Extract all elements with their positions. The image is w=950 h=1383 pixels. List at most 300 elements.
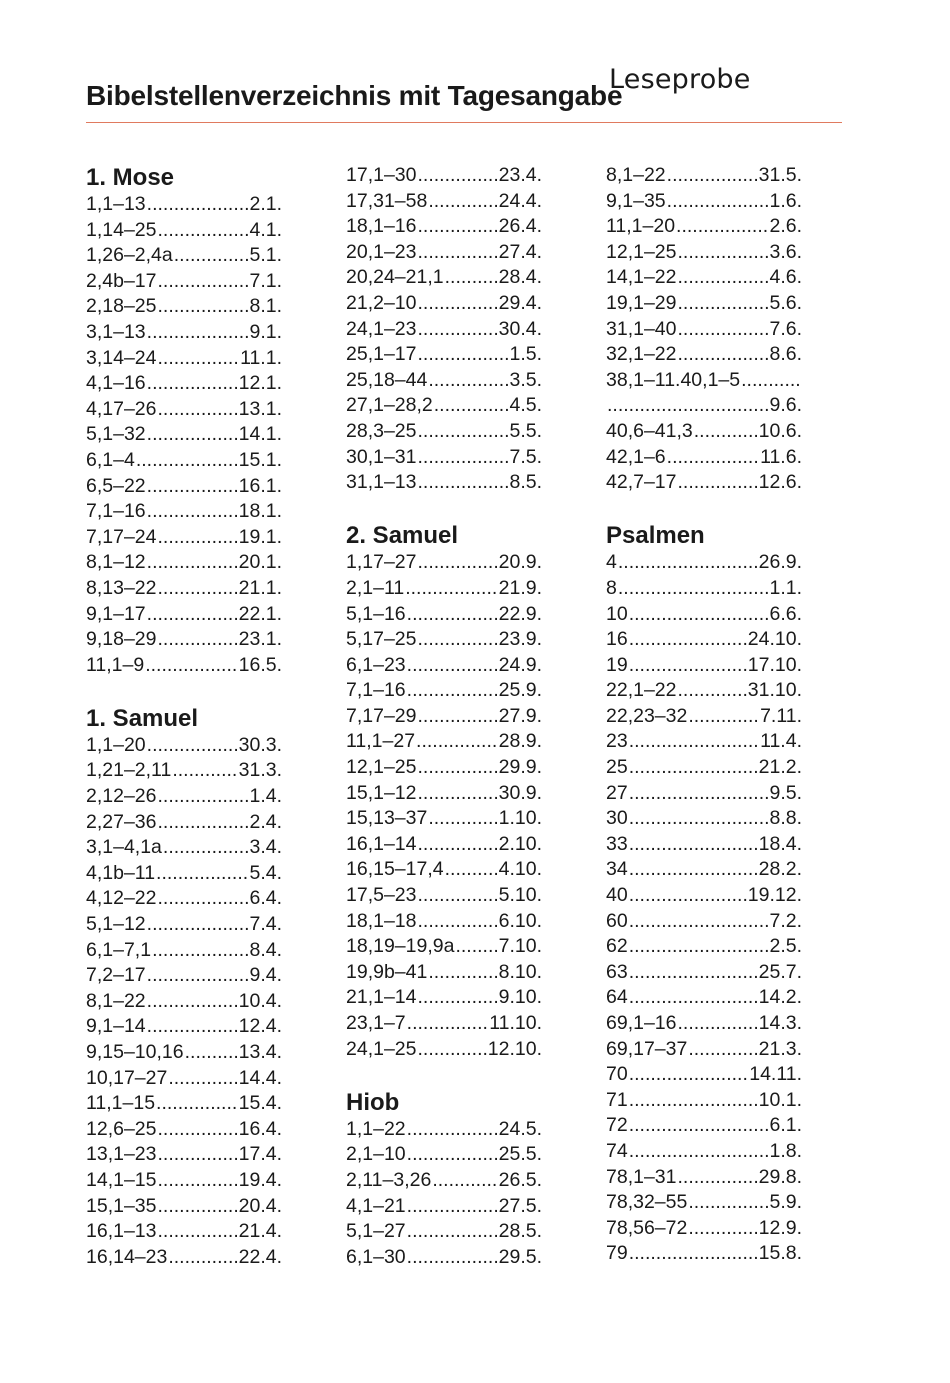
dot-leader bbox=[629, 909, 769, 935]
index-entry bbox=[86, 1194, 282, 1220]
reading-date: 13.4. bbox=[238, 1041, 282, 1063]
index-entry bbox=[606, 342, 802, 368]
dot-leader bbox=[434, 393, 509, 419]
bible-reference: 40,6–41,3 bbox=[606, 419, 693, 442]
index-entry bbox=[86, 1142, 282, 1168]
dot-leader bbox=[158, 218, 249, 244]
index-entry bbox=[606, 1088, 802, 1114]
dot-leader bbox=[688, 704, 759, 730]
index-entry bbox=[86, 1091, 282, 1117]
dot-leader bbox=[156, 1091, 238, 1117]
dot-leader bbox=[147, 474, 238, 500]
reading-date: 9.1. bbox=[249, 320, 282, 343]
bible-reference: 79 bbox=[606, 1242, 628, 1265]
reading-date: 24.5. bbox=[498, 1117, 542, 1140]
watermark-text: Leseprobe bbox=[609, 64, 751, 95]
reading-date: 3.6. bbox=[769, 240, 802, 263]
index-entry bbox=[606, 317, 802, 343]
reading-date: 17.10. bbox=[747, 653, 802, 676]
reading-date: 8.5. bbox=[509, 471, 542, 494]
dot-leader bbox=[678, 291, 769, 317]
bible-reference: 74 bbox=[606, 1139, 628, 1162]
index-entry bbox=[606, 755, 802, 781]
index-entry bbox=[346, 602, 542, 628]
reading-date: 7.1. bbox=[249, 269, 282, 292]
bible-reference: 22,1–22 bbox=[606, 679, 677, 702]
index-entry bbox=[346, 342, 542, 368]
reading-date: 21.3. bbox=[758, 1037, 802, 1060]
index-entry bbox=[346, 163, 542, 189]
index-entry bbox=[86, 550, 282, 576]
reading-date: 11.4. bbox=[760, 730, 802, 753]
index-entry bbox=[346, 1011, 542, 1037]
reading-date: 3.4. bbox=[249, 836, 282, 859]
bible-reference: 20,24–21,1 bbox=[346, 266, 444, 289]
book-title: Hiob bbox=[346, 1088, 400, 1116]
reading-date: 12.4. bbox=[238, 1015, 282, 1038]
index-entry bbox=[86, 397, 282, 423]
bible-reference: 1,1–22 bbox=[346, 1117, 406, 1140]
bible-reference: 2,1–10 bbox=[346, 1143, 406, 1166]
bible-reference: 4,1b–11 bbox=[86, 861, 156, 884]
reading-date: 29.8. bbox=[758, 1165, 802, 1188]
index-entry bbox=[346, 189, 542, 215]
index-entry bbox=[86, 602, 282, 628]
index-entry bbox=[346, 960, 542, 986]
dot-leader bbox=[629, 755, 758, 781]
dot-leader bbox=[158, 1194, 238, 1220]
reading-date: 1.1. bbox=[769, 576, 802, 599]
reading-date: 21.4. bbox=[238, 1220, 282, 1243]
bible-reference: 8,1–22 bbox=[86, 989, 146, 1012]
dot-leader bbox=[667, 445, 759, 471]
bible-reference: 5,1–27 bbox=[346, 1220, 406, 1243]
index-entry bbox=[86, 1117, 282, 1143]
dot-leader bbox=[147, 912, 249, 938]
dot-leader bbox=[418, 240, 498, 266]
index-entry bbox=[346, 729, 542, 755]
dot-leader bbox=[407, 1245, 498, 1271]
reading-date: 14.11. bbox=[749, 1063, 802, 1086]
dot-leader bbox=[407, 1194, 498, 1220]
index-entry bbox=[606, 368, 802, 394]
reading-date: 11.6. bbox=[760, 445, 802, 468]
reading-date: 6.1. bbox=[769, 1114, 802, 1137]
dot-leader bbox=[455, 934, 497, 960]
index-entry bbox=[606, 576, 802, 602]
index-entry bbox=[606, 1113, 802, 1139]
bible-reference: 1,26–2,4a bbox=[86, 244, 173, 267]
dot-leader bbox=[158, 810, 249, 836]
index-entry bbox=[86, 1040, 282, 1066]
dot-leader bbox=[618, 550, 758, 576]
index-entry bbox=[86, 346, 282, 372]
index-entry bbox=[86, 243, 282, 269]
dot-leader bbox=[418, 832, 498, 858]
dot-leader bbox=[678, 317, 769, 343]
bible-reference: 64 bbox=[606, 986, 628, 1009]
dot-leader bbox=[174, 243, 249, 269]
dot-leader bbox=[418, 445, 509, 471]
bible-reference: 7,1–16 bbox=[86, 500, 146, 523]
index-entry bbox=[86, 448, 282, 474]
reading-date: 7.4. bbox=[249, 913, 282, 936]
index-entry bbox=[606, 781, 802, 807]
bible-reference: 4,1–21 bbox=[346, 1194, 406, 1217]
reading-date: 16.4. bbox=[238, 1117, 282, 1140]
bible-reference: 2,4b–17 bbox=[86, 269, 157, 292]
index-entry bbox=[346, 576, 542, 602]
reading-date: 5.9. bbox=[769, 1191, 802, 1214]
index-entry bbox=[86, 963, 282, 989]
reading-date: 8.10. bbox=[498, 960, 542, 983]
reading-date: 12.6. bbox=[758, 471, 802, 494]
book-title: 1. Mose bbox=[86, 164, 175, 191]
index-entry bbox=[86, 653, 282, 679]
reading-date: 4.6. bbox=[769, 266, 802, 289]
index-entry bbox=[606, 1011, 802, 1037]
reading-date: 25.5. bbox=[498, 1143, 542, 1166]
bible-reference: 1,21–2,11 bbox=[86, 759, 172, 782]
reading-date: 6.10. bbox=[498, 909, 542, 932]
index-entry bbox=[606, 1216, 802, 1242]
bible-reference: 25,18–44 bbox=[346, 368, 428, 391]
index-column-2 bbox=[346, 163, 542, 1296]
dot-leader bbox=[629, 1113, 769, 1139]
index-entry bbox=[346, 1142, 542, 1168]
bible-reference: 4,12–22 bbox=[86, 887, 157, 910]
bible-reference: 2,12–26 bbox=[86, 785, 157, 808]
bible-reference: 16,14–23 bbox=[86, 1245, 168, 1268]
bible-reference: 11,1–9 bbox=[86, 653, 145, 676]
bible-reference: 21,1–14 bbox=[346, 986, 417, 1009]
reading-date: 4.1. bbox=[249, 218, 282, 241]
reading-date: 24.4. bbox=[498, 189, 542, 212]
dot-leader bbox=[407, 678, 498, 704]
reading-date: 7.2. bbox=[769, 909, 802, 932]
dot-leader bbox=[407, 1117, 498, 1143]
bible-reference: 9,1–14 bbox=[86, 1015, 146, 1038]
page-title: Bibelstellenverzeichnis mit Tagesangabe bbox=[86, 80, 623, 111]
bible-reference: 7,17–24 bbox=[86, 525, 157, 548]
reading-date: 31.10. bbox=[747, 679, 802, 702]
index-entry bbox=[606, 832, 802, 858]
bible-reference: 17,1–30 bbox=[346, 164, 417, 186]
reading-date: 5.1. bbox=[249, 244, 282, 267]
dot-leader bbox=[629, 934, 769, 960]
bible-reference: 1,1–20 bbox=[86, 733, 146, 756]
bible-reference: 10,17–27 bbox=[86, 1066, 168, 1089]
index-entry bbox=[86, 1219, 282, 1245]
bible-reference: 1,17–27 bbox=[346, 551, 417, 574]
index-entry bbox=[606, 291, 802, 317]
index-entry bbox=[86, 320, 282, 346]
dot-leader bbox=[147, 1014, 238, 1040]
reading-date: 2.10. bbox=[498, 832, 542, 855]
bible-reference: 6,1–7,1 bbox=[86, 938, 152, 961]
dot-leader bbox=[418, 317, 498, 343]
index-entry bbox=[606, 1062, 802, 1088]
bible-reference: 21,2–10 bbox=[346, 291, 417, 314]
reading-date: 5.6. bbox=[769, 291, 802, 314]
bible-reference: 24,1–23 bbox=[346, 317, 417, 340]
dot-leader bbox=[678, 1011, 758, 1037]
dot-leader bbox=[667, 189, 769, 215]
dot-leader bbox=[156, 861, 248, 887]
dot-leader bbox=[147, 422, 238, 448]
bible-reference: 18,1–18 bbox=[346, 909, 417, 932]
book-section bbox=[346, 163, 542, 496]
dot-leader bbox=[418, 470, 509, 496]
index-entry bbox=[346, 240, 542, 266]
bible-reference: 19,1–29 bbox=[606, 291, 677, 314]
dot-leader bbox=[147, 499, 238, 525]
bible-reference: 9,15–10,16 bbox=[86, 1041, 184, 1063]
reading-date: 23.9. bbox=[498, 628, 542, 651]
bible-reference: 27 bbox=[606, 781, 628, 804]
dot-leader bbox=[418, 419, 509, 445]
index-entry bbox=[346, 317, 542, 343]
index-entry bbox=[346, 1245, 542, 1271]
reading-date: 29.5. bbox=[498, 1245, 542, 1268]
bible-reference: 23 bbox=[606, 730, 628, 753]
reading-date: 10.1. bbox=[758, 1088, 802, 1111]
bible-reference: 8,1–22 bbox=[606, 164, 666, 186]
reading-date: 14.4. bbox=[238, 1066, 282, 1089]
index-entry bbox=[606, 909, 802, 935]
bible-reference: 2,1–11 bbox=[346, 576, 405, 599]
reading-date: 2.1. bbox=[249, 193, 282, 215]
index-entry bbox=[346, 909, 542, 935]
bible-reference: 6,5–22 bbox=[86, 474, 146, 497]
bible-reference: 19 bbox=[606, 653, 628, 676]
reading-date: 8.1. bbox=[249, 295, 282, 318]
index-entry bbox=[346, 781, 542, 807]
dot-leader bbox=[629, 1062, 749, 1088]
dot-leader bbox=[158, 1219, 238, 1245]
reading-date: 27.5. bbox=[498, 1194, 542, 1217]
reading-date: 7.10. bbox=[498, 935, 542, 958]
bible-reference: 16,15–17,4 bbox=[346, 858, 444, 881]
bible-reference: 8,13–22 bbox=[86, 576, 157, 599]
dot-leader bbox=[418, 291, 498, 317]
bible-reference: 12,6–25 bbox=[86, 1117, 157, 1140]
index-entry bbox=[86, 192, 282, 218]
index-entry bbox=[86, 989, 282, 1015]
index-entry bbox=[86, 1014, 282, 1040]
reading-date: 24.10. bbox=[747, 628, 802, 651]
reading-date: 19.1. bbox=[238, 525, 282, 548]
bible-reference: 72 bbox=[606, 1114, 628, 1137]
reading-date: 24.9. bbox=[498, 653, 542, 676]
dot-leader bbox=[418, 755, 498, 781]
book-title: Psalmen bbox=[606, 522, 705, 550]
bible-reference: 10 bbox=[606, 602, 628, 625]
reading-date: 12.1. bbox=[238, 372, 282, 395]
reading-date: 5.5. bbox=[509, 419, 542, 442]
reading-date: 12.10. bbox=[487, 1037, 542, 1060]
reading-date: 20.9. bbox=[498, 551, 542, 574]
book-section bbox=[346, 1088, 542, 1271]
reading-date: 16.5. bbox=[238, 653, 282, 676]
reading-date: 15.8. bbox=[758, 1242, 802, 1265]
bible-reference: 9,18–29 bbox=[86, 628, 157, 651]
index-entry bbox=[606, 1037, 802, 1063]
reading-date: 1.4. bbox=[249, 785, 282, 808]
dot-leader bbox=[678, 1165, 758, 1191]
reading-date: 27.4. bbox=[498, 240, 542, 263]
reading-date: 21.1. bbox=[238, 576, 282, 599]
reading-date: 30.4. bbox=[498, 317, 542, 340]
dot-leader bbox=[418, 985, 498, 1011]
reading-date: 1.8. bbox=[769, 1139, 802, 1162]
dot-leader bbox=[678, 342, 769, 368]
index-entry bbox=[606, 265, 802, 291]
dot-leader bbox=[158, 784, 249, 810]
dot-leader bbox=[407, 1142, 498, 1168]
reading-date: 30.3. bbox=[238, 733, 282, 756]
index-entry bbox=[86, 627, 282, 653]
reading-date: 26.5. bbox=[498, 1168, 542, 1191]
bible-reference: 16 bbox=[606, 628, 628, 651]
bible-reference: 2,18–25 bbox=[86, 295, 157, 318]
dot-leader bbox=[147, 192, 249, 218]
dot-leader bbox=[607, 393, 768, 419]
reading-date: 10.6. bbox=[758, 419, 802, 442]
bible-reference: 11,1–15 bbox=[86, 1092, 156, 1115]
dot-leader bbox=[158, 294, 249, 320]
reading-date: 20.1. bbox=[238, 551, 282, 574]
index-entry bbox=[606, 627, 802, 653]
index-entry bbox=[606, 240, 802, 266]
dot-leader bbox=[147, 320, 249, 346]
dot-leader bbox=[172, 758, 237, 784]
reading-date: 30.9. bbox=[498, 781, 542, 804]
reading-date: 20.4. bbox=[238, 1194, 282, 1217]
index-entry bbox=[86, 810, 282, 836]
book-title: 1. Samuel bbox=[86, 704, 199, 732]
index-entry bbox=[346, 678, 542, 704]
bible-reference: 18,1–16 bbox=[346, 215, 417, 238]
reading-date: 8.8. bbox=[769, 807, 802, 830]
index-entry bbox=[86, 835, 282, 861]
dot-leader bbox=[428, 368, 508, 394]
index-entry bbox=[606, 985, 802, 1011]
bible-reference: 9,1–35 bbox=[606, 189, 666, 212]
dot-leader bbox=[158, 886, 249, 912]
dot-leader bbox=[418, 704, 498, 730]
bible-reference: 19,9b–41 bbox=[346, 960, 428, 983]
index-entry bbox=[86, 499, 282, 525]
bible-reference: 25,1–17 bbox=[346, 343, 417, 366]
reading-date: 5.10. bbox=[498, 884, 542, 907]
reading-date: 2.5. bbox=[769, 935, 802, 958]
dot-leader bbox=[618, 576, 769, 602]
bible-reference: 27,1–28,2 bbox=[346, 394, 433, 417]
dot-leader bbox=[168, 1066, 237, 1092]
dot-leader bbox=[418, 627, 498, 653]
dot-leader bbox=[688, 1190, 768, 1216]
index-entry bbox=[346, 857, 542, 883]
reading-date: 28.4. bbox=[498, 266, 542, 289]
index-entry bbox=[86, 422, 282, 448]
dot-leader bbox=[629, 602, 769, 628]
index-entry bbox=[606, 393, 802, 419]
dot-leader bbox=[629, 627, 747, 653]
dot-leader bbox=[152, 938, 248, 964]
reading-date: 6.6. bbox=[769, 602, 802, 625]
dot-leader bbox=[629, 832, 758, 858]
dot-leader bbox=[407, 602, 498, 628]
index-entry bbox=[86, 886, 282, 912]
reading-date: 19.4. bbox=[238, 1168, 282, 1191]
reading-date: 9.5. bbox=[769, 781, 802, 804]
dot-leader bbox=[629, 857, 758, 883]
dot-leader bbox=[147, 989, 238, 1015]
bible-reference: 78,56–72 bbox=[606, 1216, 688, 1239]
dot-leader bbox=[678, 265, 769, 291]
bible-reference: 4 bbox=[606, 551, 617, 574]
index-entry bbox=[606, 857, 802, 883]
bible-reference: 38,1–11.40,1–5 bbox=[606, 368, 741, 391]
dot-leader bbox=[163, 835, 249, 861]
dot-leader bbox=[158, 627, 238, 653]
reading-date: 3.5. bbox=[509, 368, 542, 391]
reading-date: 26.4. bbox=[498, 215, 542, 238]
index-column-1 bbox=[86, 163, 282, 1296]
index-entry bbox=[606, 1190, 802, 1216]
bible-reference: 7,1–16 bbox=[346, 679, 406, 702]
index-entry bbox=[606, 445, 802, 471]
reading-date: 11.10. bbox=[489, 1012, 542, 1034]
dot-leader bbox=[405, 576, 497, 602]
index-entry bbox=[346, 368, 542, 394]
bible-reference: 70 bbox=[606, 1063, 628, 1086]
bible-reference: 2,11–3,26 bbox=[346, 1168, 432, 1191]
index-entry bbox=[86, 218, 282, 244]
reading-date: 11.1. bbox=[240, 346, 282, 369]
dot-leader bbox=[694, 419, 758, 445]
index-entry bbox=[606, 419, 802, 445]
bible-reference: 14,1–15 bbox=[86, 1168, 157, 1191]
bible-reference: 4,1–16 bbox=[86, 372, 146, 395]
book-section bbox=[86, 704, 282, 1270]
dot-leader bbox=[629, 653, 747, 679]
reading-date: 22.9. bbox=[498, 602, 542, 625]
reading-date: 1.5. bbox=[509, 343, 542, 366]
reading-date: 7.5. bbox=[509, 445, 542, 468]
bible-reference: 14,1–22 bbox=[606, 266, 677, 289]
index-entry bbox=[606, 934, 802, 960]
bible-reference: 16,1–14 bbox=[346, 832, 417, 855]
dot-leader bbox=[158, 346, 240, 372]
dot-leader bbox=[418, 342, 509, 368]
dot-leader bbox=[629, 1139, 769, 1165]
dot-leader bbox=[418, 781, 498, 807]
dot-leader bbox=[407, 1011, 489, 1037]
bible-reference: 42,7–17 bbox=[606, 471, 677, 494]
index-entry bbox=[86, 758, 282, 784]
book-section bbox=[346, 521, 542, 1062]
dot-leader bbox=[741, 368, 801, 394]
bible-reference: 4,17–26 bbox=[86, 397, 157, 420]
dot-leader bbox=[678, 678, 747, 704]
index-entry bbox=[606, 729, 802, 755]
index-entry bbox=[346, 653, 542, 679]
index-entry bbox=[86, 269, 282, 295]
reading-date: 10.4. bbox=[238, 989, 282, 1012]
dot-leader bbox=[185, 1040, 238, 1066]
